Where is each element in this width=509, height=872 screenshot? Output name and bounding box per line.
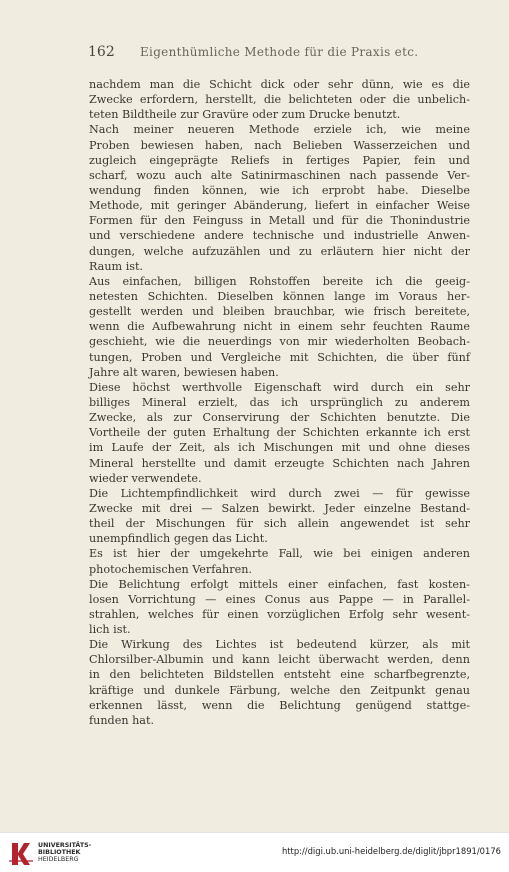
institution-line-1: UNIVERSITÄTS- [38, 842, 92, 849]
text-line: losen Vorrichtung — eines Conus aus Pappe — in Parallel- [89, 592, 470, 606]
text-line: unempfindlich gegen das Licht. [89, 532, 268, 546]
text-line: geschieht, wie die neuerdings von mir wiederholten Beobach- [89, 335, 470, 349]
institution-name [38, 842, 108, 863]
text-line: lich ist. [89, 623, 131, 637]
text-line: Methode, mit geringer Abänderung, liefert in einfacher Weise [89, 199, 470, 213]
text-line: strahlen, welches für einen vorzüglichen Erfolg sehr wesent- [89, 607, 470, 621]
text-line: photochemischen Verfahren. [89, 562, 252, 576]
permalink-url[interactable]: http://digi.ub.uni-heidelberg.de/diglit/jbpr1891/0176 [281, 846, 501, 856]
page-header [88, 44, 468, 62]
text-line: Die Belichtung erfolgt mittels einer einfachen, fast kosten- [89, 577, 470, 591]
text-line: funden hat. [89, 713, 155, 727]
text-line: billiges Mineral erzielt, das ich ursprünglich zu anderem [89, 395, 471, 409]
text-line: Jahre alt waren, bewiesen haben. [89, 365, 279, 379]
text-line: theil der Mischungen für sich allein angewendet ist sehr [89, 517, 471, 531]
text-line: wenn die Aufbewahrung nicht in einem sehr feuchten Raume [89, 320, 471, 334]
text-line: in den belichteten Bildstellen entsteht eine scharfbegrenzte, [89, 668, 471, 682]
text-line: Chlorsilber-Albumin und kann leicht überwacht werden, denn [89, 653, 470, 667]
text-line: Mineral herstellte und damit erzeugte Schichten nach Jahren [89, 456, 471, 470]
text-line: Diese höchst werthvolle Eigenschaft wird durch ein sehr [89, 380, 471, 394]
text-line: zugleich eingeprägte Reliefs in fertiges Papier, fein und [89, 153, 470, 167]
text-line: Es ist hier der umgekehrte Fall, wie bei einigen anderen [89, 547, 470, 561]
text-line: wieder verwendete. [89, 471, 202, 485]
text-line: netesten Schichten. Dieselben können lange im Voraus her- [89, 289, 471, 303]
text-line: gestellt werden und bleiben brauchbar, wie frisch bereitete, [89, 305, 471, 319]
text-line: Proben bewiesen haben, nach Belieben Wasserzeichen und [89, 138, 470, 152]
text-line: Zwecke erfordern, herstellt, die belichteten oder die unbelich- [89, 93, 470, 107]
text-line: erkennen lässt, wenn die Belichtung genügend stattge- [89, 698, 470, 712]
text-line: Aus einfachen, billigen Rohstoffen bereite ich die geeig- [89, 274, 470, 288]
text-line: im Laufe der Zeit, als ich Mischungen mit und ohne dieses [89, 441, 471, 455]
text-line: Nach meiner neueren Methode erziele ich, wie meine [89, 123, 471, 137]
text-line: Raum ist. [89, 259, 144, 273]
text-line: Die Lichtempfindlichkeit wird durch zwei — für gewisse [89, 486, 471, 500]
body-text [89, 77, 471, 728]
footer-bar [0, 832, 509, 872]
text-line: scharf, wozu auch alte Satinirmaschinen nach passende Ver- [89, 168, 470, 182]
institution-line-2: BIBLIOTHEK [38, 849, 81, 856]
text-line: nachdem man die Schicht dick oder sehr dünn, wie es die [89, 78, 471, 91]
text-line: Zwecke, als zur Conservirung der Schichten benutzte. Die [89, 411, 470, 425]
page-number: 162 [88, 44, 115, 60]
running-title: Eigenthümliche Methode für die Praxis etc. [140, 45, 419, 59]
text-line: Zwecke mit drei — Salzen bewirkt. Jeder einzelne Bestand- [89, 501, 471, 515]
text-line: wendung finden können, wie ich erprobt habe. Dieselbe [89, 183, 470, 197]
text-line: Vortheile der guten Erhaltung der Schichten erkannte ich erst [89, 426, 471, 440]
text-line: und verschiedene andere technische und industrielle Anwen- [89, 229, 470, 243]
text-line: tungen, Proben und Vergleiche mit Schichten, die über fünf [89, 350, 471, 364]
text-line: kräftige und dunkele Färbung, welche den Zeitpunkt genau [89, 683, 470, 697]
university-library-logo-icon [6, 839, 36, 867]
text-line: Formen für den Feinguss in Metall und für die Thonindustrie [89, 214, 471, 228]
text-line: Die Wirkung des Lichtes ist bedeutend kürzer, als mit [89, 638, 470, 652]
institution-line-3: HEIDELBERG [38, 856, 79, 863]
text-line: dungen, welche aufzuzählen und zu erläutern hier nicht der [89, 244, 470, 258]
text-line: teten Bildtheile zur Gravüre oder zum Drucke benutzt. [89, 108, 401, 122]
